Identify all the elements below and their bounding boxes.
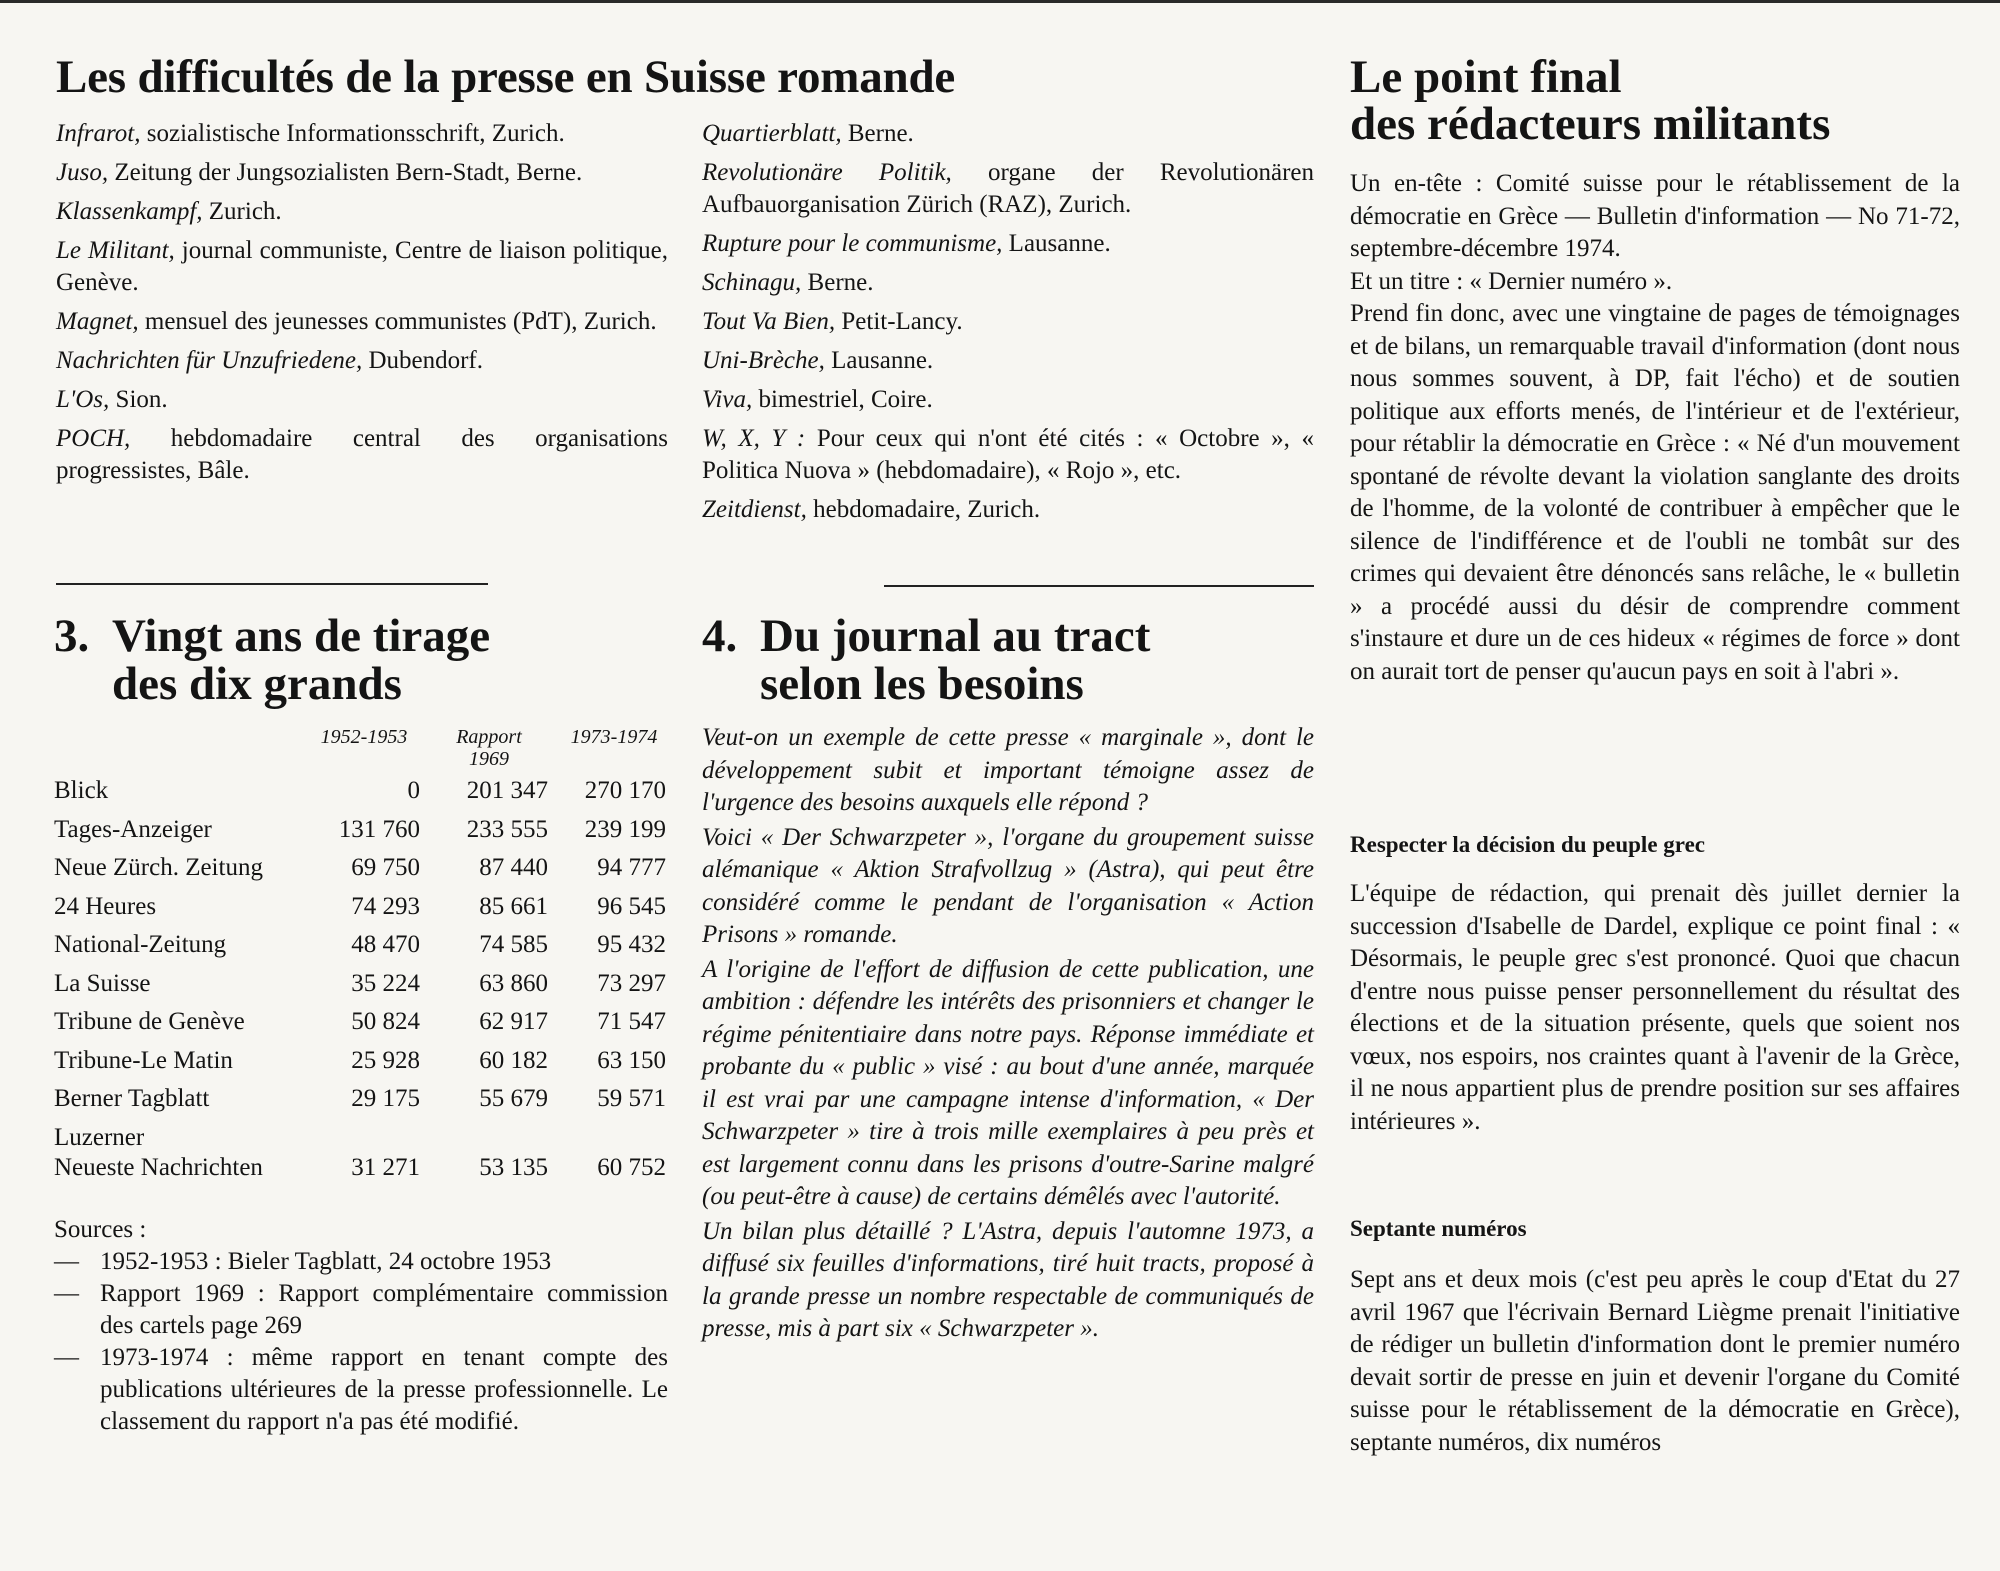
section4-title-line1: Du journal au tract bbox=[760, 610, 1151, 662]
col-header-1952: 1952-1953 bbox=[320, 726, 408, 748]
newspaper-name: Blick bbox=[54, 777, 109, 804]
table-row bbox=[54, 1048, 666, 1087]
empty-cell bbox=[420, 1125, 548, 1155]
table-row bbox=[54, 1125, 666, 1155]
publication-description: Dubendorf. bbox=[362, 347, 484, 374]
value-1969: 85 661 bbox=[479, 892, 548, 920]
press-list-item bbox=[56, 196, 668, 228]
publication-description: bimestriel, Coire. bbox=[752, 386, 933, 413]
article3-paragraph: Sept ans et deux mois (c'est peu après le coup d'Etat du 27 avril 1967 que l'écrivain Bernard Liègme prenait l'initiative de rédiger un bulletin d'information dont le premier numéro devait sortir de presse en juin et devenir l'organe du Comité suisse pour le rétablissement de la démocratie en Grèce), septante numéros, dix numéros bbox=[1350, 1266, 1960, 1456]
press-list-item bbox=[56, 423, 668, 487]
article3-title-line1: Le point final bbox=[1350, 51, 1622, 103]
press-list-item bbox=[702, 384, 1314, 416]
table-row bbox=[54, 971, 666, 1010]
value-1952: 31 271 bbox=[351, 1153, 420, 1181]
value-1952: 48 470 bbox=[351, 931, 420, 958]
section4-paragraph: Voici « Der Schwarzpeter », l'organe du groupement suisse alémanique « Aktion Strafvollzug » (Astra), qui peut être considéré comme le pendant de l'organisation « Action Prisons » romande. bbox=[702, 823, 1314, 948]
press-list-item bbox=[56, 235, 668, 299]
value-1952: 131 760 bbox=[338, 815, 420, 843]
article3-section2 bbox=[1350, 1264, 1960, 1459]
press-list-item bbox=[702, 157, 1314, 221]
value-1973: 96 545 bbox=[597, 892, 666, 920]
publication-name: Klassenkampf, bbox=[56, 198, 203, 225]
publication-name: Magnet, bbox=[56, 308, 139, 335]
publication-name: Le Militant, bbox=[56, 237, 175, 264]
value-1969: 55 679 bbox=[479, 1085, 548, 1112]
value-1973: 73 297 bbox=[597, 969, 666, 997]
article3-subheading-1: Respecter la décision du peuple grec bbox=[1350, 832, 1705, 857]
article3-paragraph: Prend fin donc, avec une vingtaine de pages de témoignages et de bilans, un remarquable travail d'information (dont nous nous sommes souvent, à DP, fait l'écho) et de soutien politique aux efforts menés, de l'intérieur et de l'extérieur, pour rétablir la démocratie en Grèce : « Né d'un mouvement spontané de révolte devant la violation sanglante des droits de l'homme, de la volonté de contribuer à empêcher que le silence de l'indifférence et de l'oubli ne tombât sur des crimes qui devaient être dénoncés sans relâche, le « bulletin » a procédé aussi du désir de comprendre comment s'instaure et dure un de ces hideux « régimes de force » dont on aurait tort de penser qu'aucun pays en soit à l'abri ». bbox=[1350, 300, 1960, 685]
value-1973: 71 547 bbox=[597, 1008, 666, 1035]
article3-section1 bbox=[1350, 878, 1960, 1138]
value-1973: 239 199 bbox=[584, 815, 666, 843]
publication-name: Viva, bbox=[702, 386, 753, 413]
value-1952: 69 750 bbox=[351, 854, 420, 881]
press-list-item bbox=[702, 345, 1314, 377]
newspaper-name: Berner Tagblatt bbox=[54, 1085, 210, 1112]
section4-paragraph: Veut-on un exemple de cette presse « marginale », dont le développement subit et important témoigne assez de l'urgence des besoins auxquels elle répond ? bbox=[702, 724, 1314, 816]
article3-subheading-2: Septante numéros bbox=[1350, 1216, 1527, 1241]
value-1952: 74 293 bbox=[351, 892, 420, 920]
publication-name: Juso, bbox=[56, 159, 109, 186]
press-list-item bbox=[56, 118, 668, 150]
publication-name: Uni-Brèche, bbox=[702, 347, 825, 374]
newspaper-name: Neueste Nachrichten bbox=[54, 1153, 263, 1181]
publication-description: organe der Revolutionären Aufbauorganisation Zürich (RAZ), Zurich. bbox=[702, 159, 1314, 218]
col-header-1973: 1973-1974 bbox=[570, 726, 658, 748]
value-1969: 62 917 bbox=[479, 1008, 548, 1035]
value-1973: 60 752 bbox=[597, 1153, 666, 1181]
section-divider-2 bbox=[884, 585, 1314, 587]
article3-paragraph: Et un titre : « Dernier numéro ». bbox=[1350, 267, 1673, 295]
publication-description: Lausanne. bbox=[1002, 230, 1111, 257]
table-row bbox=[54, 817, 666, 856]
value-1952: 50 824 bbox=[351, 1008, 420, 1035]
publication-description: Zeitung der Jungsozialisten Bern-Stadt, Berne. bbox=[108, 159, 583, 186]
table-row bbox=[54, 1009, 666, 1048]
publication-name: Schinagu, bbox=[702, 269, 802, 296]
publication-name: Rupture pour le communisme, bbox=[702, 230, 1003, 257]
value-1952: 35 224 bbox=[351, 969, 420, 997]
publication-description: Pour ceux qui n'ont été cités : « Octobre », « Politica Nuova » (hebdomadaire), « Rojo », etc. bbox=[702, 425, 1315, 484]
source-item: — Rapport 1969 : Rapport complémentaire commission des cartels page 269 bbox=[54, 1280, 668, 1339]
newspaper-name: Neue Zürch. Zeitung bbox=[54, 854, 263, 881]
section4-body bbox=[702, 722, 1314, 1348]
circulation-table bbox=[54, 778, 666, 1193]
article3-title-line2: des rédacteurs militants bbox=[1350, 98, 1831, 150]
table-row bbox=[54, 778, 666, 817]
table-row bbox=[54, 1086, 666, 1125]
section4-paragraph: Un bilan plus détaillé ? L'Astra, depuis l'automne 1973, a diffusé six feuilles d'informations, tiré huit tracts, proposé à la grande presse un nombre respectable de communiqués de presse, mis à part six « Schwarzpeter ». bbox=[702, 1217, 1314, 1342]
sources-title: Sources : bbox=[54, 1216, 147, 1243]
press-list-item bbox=[702, 228, 1314, 260]
article3-title bbox=[1350, 51, 1831, 150]
value-1952: 25 928 bbox=[351, 1046, 420, 1074]
value-1952: 0 bbox=[407, 777, 420, 804]
article3-paragraph: Un en-tête : Comité suisse pour le rétablissement de la démocratie en Grèce — Bulletin d'information — No 71-72, septembre-décembre 1974. bbox=[1350, 170, 1960, 262]
section4-title-line2: selon les besoins bbox=[760, 658, 1084, 710]
section3-title bbox=[54, 612, 490, 708]
publication-description: sozialistische Informationsschrift, Zurich. bbox=[140, 120, 565, 147]
newspaper-name: Tages-Anzeiger bbox=[54, 815, 212, 843]
section4-paragraph: A l'origine de l'effort de diffusion de cette publication, une ambition : défendre les intérêts des prisonniers et changer le régime pénitentiaire dans notre pays. Réponse immédiate et probante du « public » visé : au bout d'une année, marquée il est vrai par une campagne intense d'information, « Der Schwarzpeter » tire à trois mille exemplaires à peu près et est largement connu dans les prisons d'outre-Sarine malgré (ou peut-être à cause) de certains démêlés avec l'autorité. bbox=[702, 955, 1314, 1210]
col-header-1969: Rapport 1969 bbox=[456, 726, 522, 770]
table-row bbox=[54, 1155, 666, 1194]
value-1969: 201 347 bbox=[466, 777, 548, 804]
section4-title bbox=[702, 612, 1150, 708]
publication-description: journal communiste, Centre de liaison politique, Genève. bbox=[56, 237, 668, 296]
value-1969: 60 182 bbox=[479, 1046, 548, 1074]
value-1973: 63 150 bbox=[597, 1046, 666, 1074]
publication-name: W, X, Y : bbox=[702, 425, 806, 452]
newspaper-name: Tribune-Le Matin bbox=[54, 1046, 233, 1074]
publication-name: Infrarot, bbox=[56, 120, 141, 147]
publication-name: POCH, bbox=[56, 425, 131, 452]
publication-description: Berne. bbox=[841, 120, 914, 147]
section4-number: 4. bbox=[702, 610, 738, 662]
value-1969: 74 585 bbox=[479, 931, 548, 958]
press-list-item bbox=[702, 494, 1314, 526]
publication-description: Lausanne. bbox=[824, 347, 934, 374]
section3-number: 3. bbox=[54, 610, 90, 662]
publication-description: hebdomadaire, Zurich. bbox=[806, 496, 1041, 523]
publication-name: Tout Va Bien, bbox=[702, 308, 836, 335]
publication-description: Petit-Lancy. bbox=[835, 308, 963, 335]
publication-name: Zeitdienst, bbox=[702, 496, 807, 523]
value-1973: 270 170 bbox=[584, 777, 666, 804]
publication-description: mensuel des jeunesses communistes (PdT), Zurich. bbox=[138, 308, 657, 335]
publication-description: Sion. bbox=[109, 386, 168, 413]
publication-name: Nachrichten für Unzufriedene, bbox=[56, 347, 363, 374]
publication-name: Quartierblatt, bbox=[702, 120, 842, 147]
value-1973: 94 777 bbox=[597, 854, 666, 881]
table-row bbox=[54, 855, 666, 894]
press-list-item bbox=[56, 306, 668, 338]
press-list-col2 bbox=[702, 118, 1314, 533]
top-border-line bbox=[0, 0, 2000, 3]
press-list-item bbox=[702, 306, 1314, 338]
publication-description: Zurich. bbox=[202, 198, 282, 225]
article3-paragraph: L'équipe de rédaction, qui prenait dès juillet dernier la succession d'Isabelle de Dardel, explique ce point final : « Désormais, le peuple grec s'est prononcé. Quoi que chacun d'entre nous puisse penser personnellement du résultat des élections et de la situation présente, quels que soient nos vœux, nos espoirs, nos craintes quant à l'avenir de la Grèce, il ne nous appartient plus de prendre position sur ses affaires intérieures ». bbox=[1350, 880, 1960, 1135]
value-1973: 59 571 bbox=[597, 1085, 666, 1112]
source-item: — 1973-1974 : même rapport en tenant compte des publications ultérieures de la presse professionnelle. Le classement du rapport n'a pas été modifié. bbox=[54, 1344, 668, 1435]
press-list-item bbox=[702, 267, 1314, 299]
empty-cell bbox=[548, 1125, 666, 1155]
newspaper-name: La Suisse bbox=[54, 969, 151, 997]
source-item: — 1952-1953 : Bieler Tagblatt, 24 octobre 1953 bbox=[54, 1248, 552, 1275]
newspaper-name: National-Zeitung bbox=[54, 931, 227, 958]
sources-block bbox=[54, 1214, 668, 1438]
section3-title-line2: des dix grands bbox=[112, 658, 402, 710]
press-list-item bbox=[56, 384, 668, 416]
newspaper-name: Tribune de Genève bbox=[54, 1008, 245, 1035]
press-list-item bbox=[702, 423, 1314, 487]
press-list-item bbox=[56, 157, 668, 189]
press-list-col1 bbox=[56, 118, 668, 494]
value-1969: 233 555 bbox=[466, 815, 548, 843]
newspaper-name: 24 Heures bbox=[54, 892, 157, 920]
table-row bbox=[54, 894, 666, 933]
empty-cell bbox=[318, 1125, 420, 1155]
publication-name: Revolutionäre Politik, bbox=[702, 159, 952, 186]
main-title: Les difficultés de la presse en Suisse romande bbox=[56, 51, 956, 103]
press-list-item bbox=[56, 345, 668, 377]
section-divider-1 bbox=[56, 583, 488, 585]
value-1952: 29 175 bbox=[351, 1085, 420, 1112]
value-1969: 87 440 bbox=[479, 854, 548, 881]
newspaper-name: Luzerner bbox=[54, 1123, 145, 1151]
press-list-item bbox=[702, 118, 1314, 150]
value-1969: 53 135 bbox=[479, 1153, 548, 1181]
publication-description: hebdomadaire central des organisations progressistes, Bâle. bbox=[56, 425, 668, 484]
section3-title-line1: Vingt ans de tirage bbox=[112, 610, 491, 662]
table-row bbox=[54, 932, 666, 971]
value-1973: 95 432 bbox=[597, 931, 666, 958]
publication-name: L'Os, bbox=[56, 386, 110, 413]
article3-intro bbox=[1350, 168, 1960, 688]
publication-description: Berne. bbox=[801, 269, 874, 296]
value-1969: 63 860 bbox=[479, 969, 548, 997]
